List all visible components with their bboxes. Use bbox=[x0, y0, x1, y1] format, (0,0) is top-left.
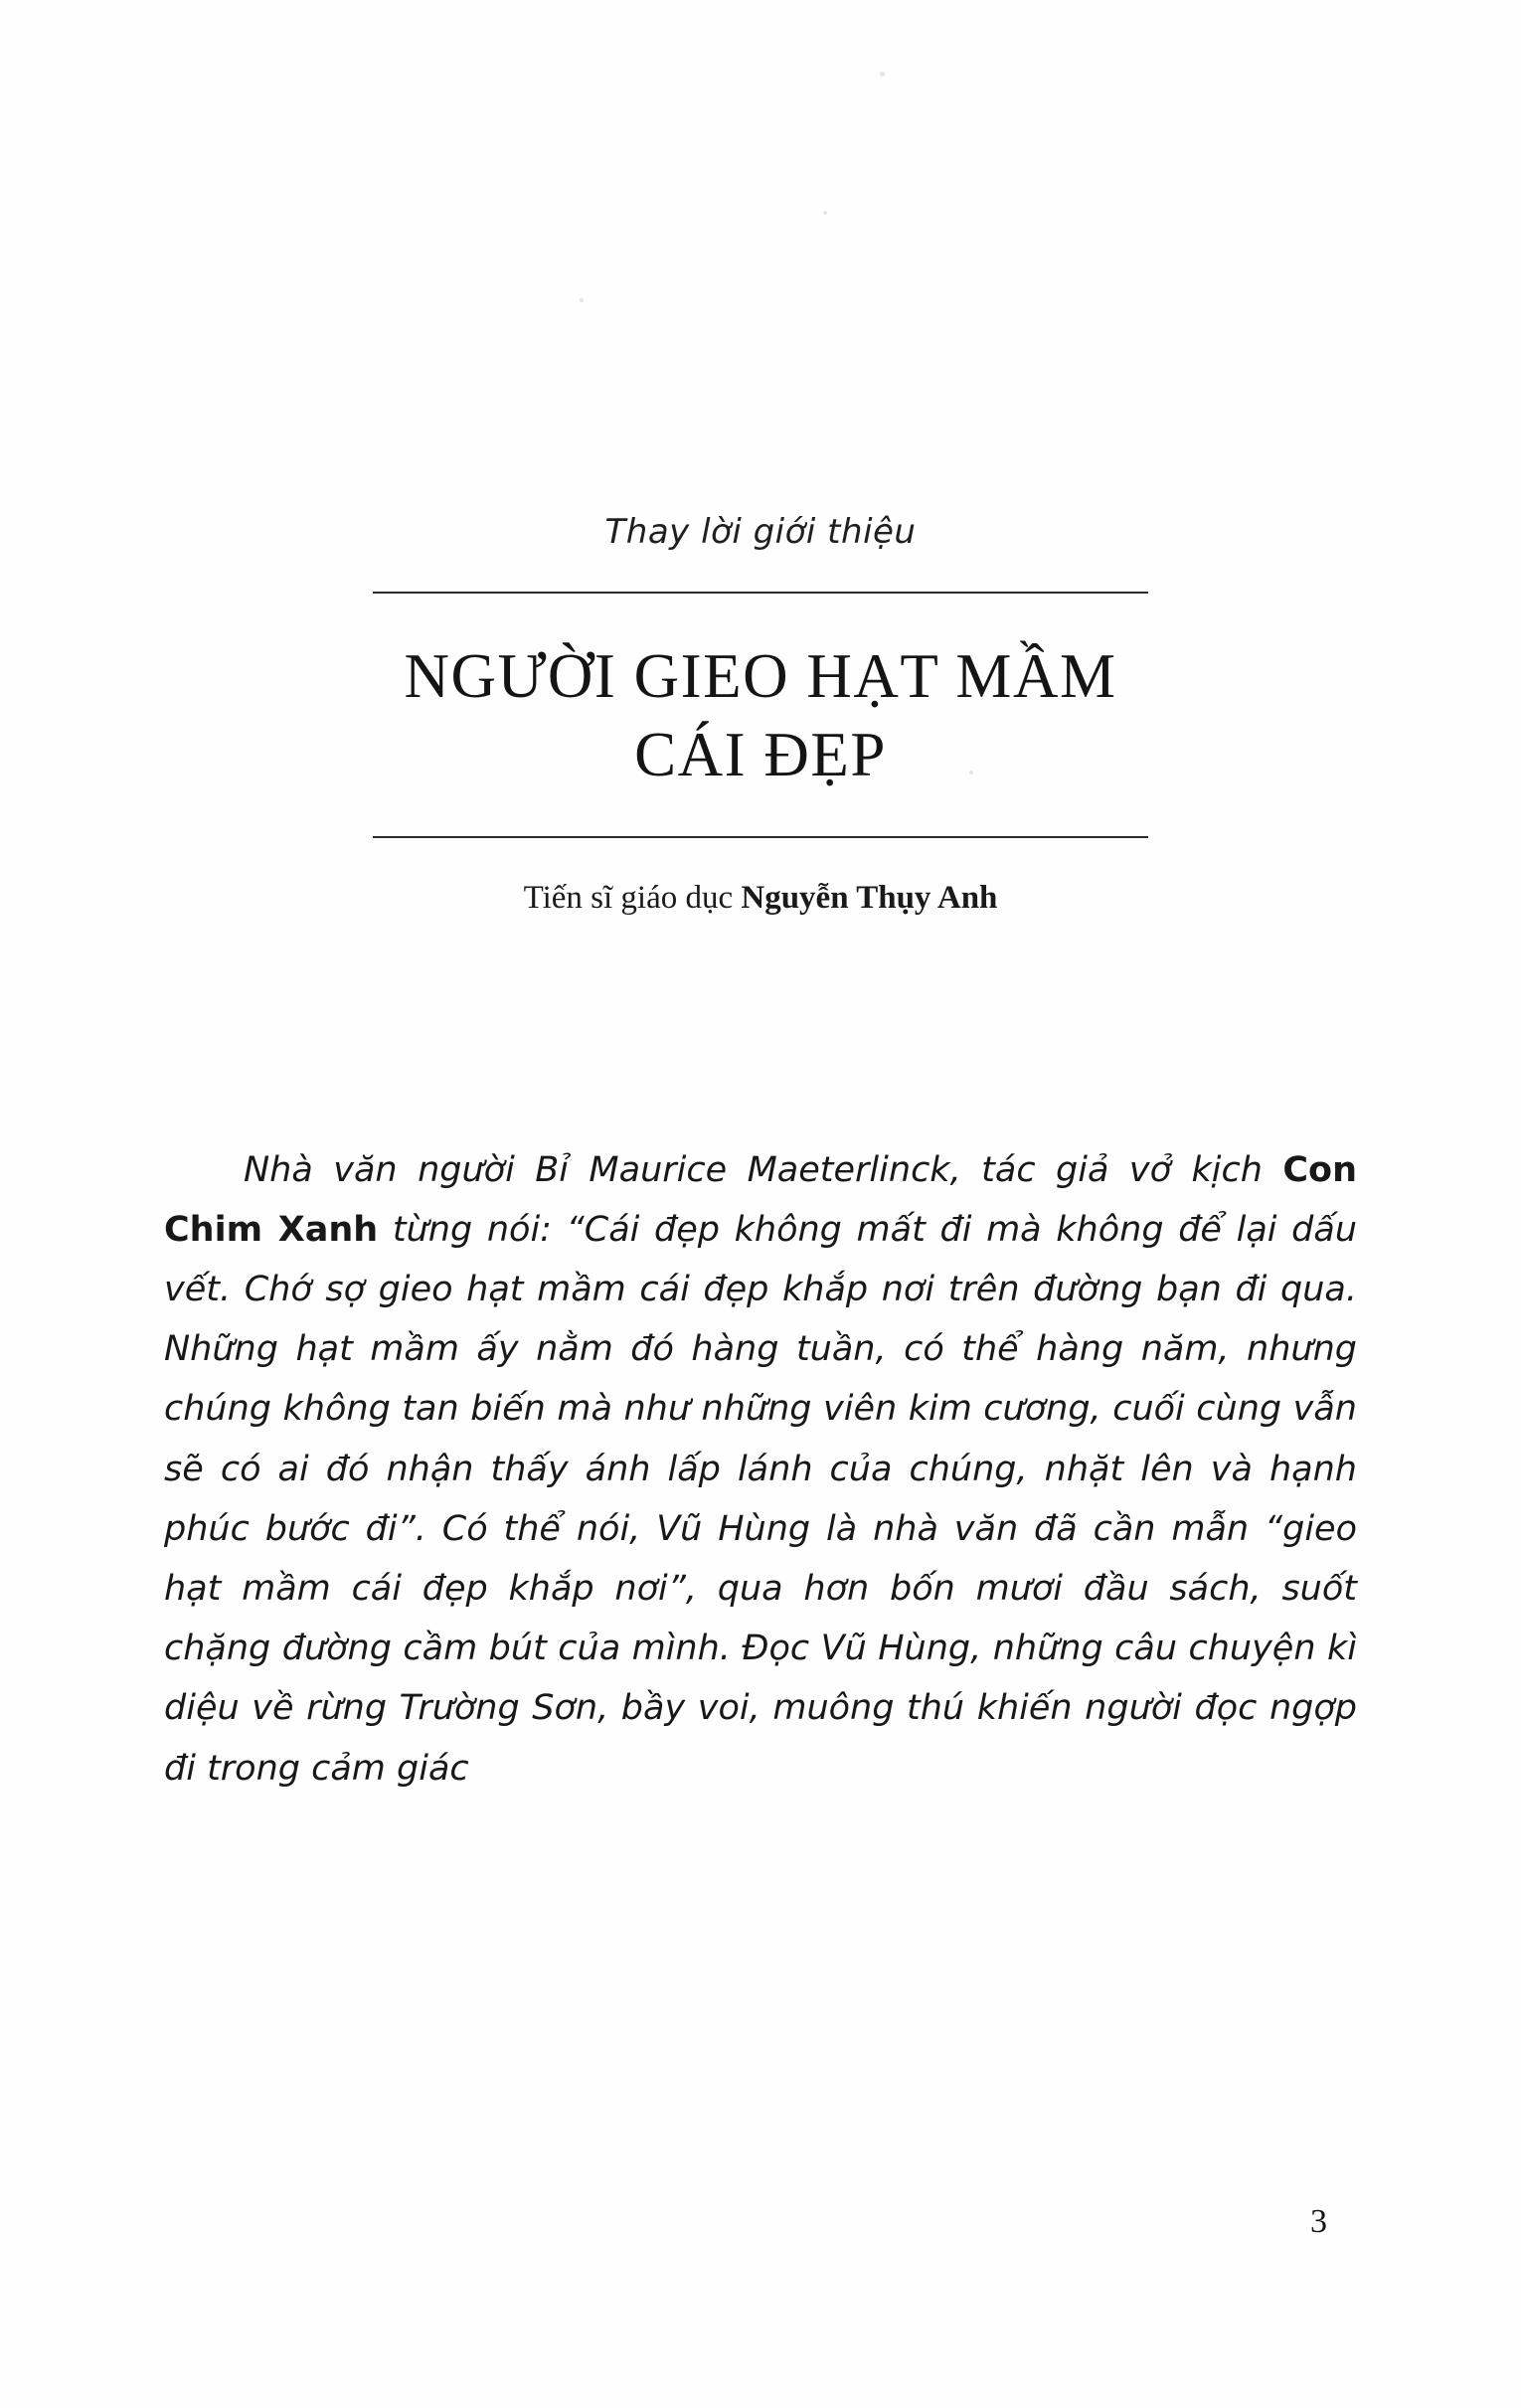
byline-role: Tiến sĩ giáo dục bbox=[523, 879, 742, 916]
section-kicker: Thay lời giới thiệu bbox=[604, 512, 917, 552]
paragraph-book-title: Con Chim Xanh bbox=[164, 1149, 1357, 1250]
paragraph-part-2: từng nói: “Cái đẹp không mất đi mà không để lại dấu vết. Chớ sợ gieo hạt mầm cái đẹp khắp nơi trên đường bạn đi qua. Những hạt mầm ấy nằm đó hàng tuần, có thể hàng năm, nhưng chúng không tan biến mà như những viên kim cương, cuối cùng vẫn sẽ có ai đó nhận thấy ánh lấp lánh của chúng, nhặt lên và hạnh phúc bước đi”. Có thể nói, Vũ Hùng là nhà văn đã cần mẫn “gieo hạt mầm cái đẹp khắp nơi”, qua hơn bốn mươi đầu sách, suốt chặng đường cầm bút của mình. Đọc Vũ Hùng, những câu chuyện kì diệu về rừng Trường Sơn, bầy voi, muông thú khiến người đọc ngợp đi trong cảm giác bbox=[164, 1209, 1357, 1789]
byline-name: Nguyễn Thụy Anh bbox=[741, 879, 998, 916]
divider-bottom bbox=[373, 836, 1148, 838]
byline bbox=[0, 880, 1521, 917]
page-title-line-2: CÁI ĐẸP bbox=[634, 719, 887, 789]
divider-top bbox=[373, 592, 1148, 594]
paragraph-part-1: Nhà văn người Bỉ Maurice Maeterlinck, tác giả vở kịch bbox=[244, 1149, 1283, 1190]
page-title-line-1: NGƯỜI GIEO HẠT MẦM bbox=[404, 641, 1117, 711]
body-paragraph bbox=[164, 1140, 1357, 1799]
page-number: 3 bbox=[1310, 2203, 1327, 2240]
page-title bbox=[0, 637, 1521, 794]
